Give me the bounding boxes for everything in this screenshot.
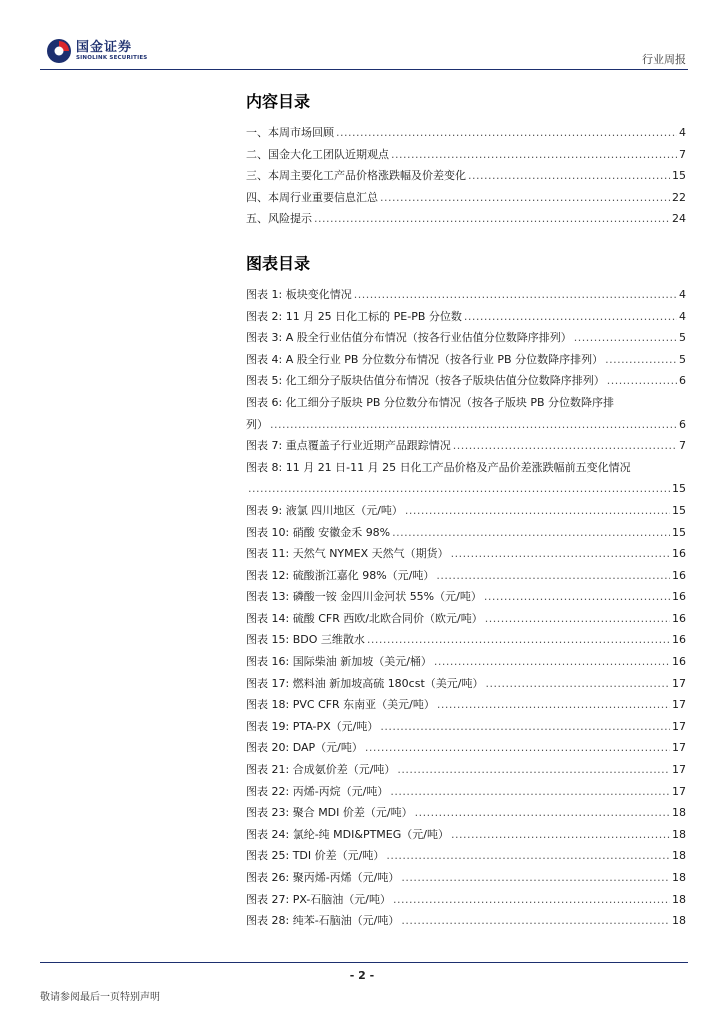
figures-title: 图表目录	[246, 253, 311, 273]
figures-entry-page: 16	[672, 547, 686, 561]
dot-leader	[453, 435, 677, 457]
figures-entry[interactable]	[246, 910, 686, 932]
figures-entry-title: 图表 5: 化工细分子版块估值分布情况（按各子版块估值分位数降序排列）	[246, 374, 605, 388]
dot-leader	[436, 565, 670, 587]
figures-entry-page: 17	[672, 719, 686, 733]
dot-leader	[248, 478, 670, 500]
figures-entry[interactable]	[246, 284, 686, 306]
figures-entry-title: 图表 21: 合成氨价差（元/吨）	[246, 763, 396, 777]
figures-entry-title: 图表 25: TDI 价差（元/吨）	[246, 849, 385, 863]
figures-entry-page: 17	[672, 698, 686, 712]
figures-entry[interactable]	[246, 435, 686, 457]
contents-entry[interactable]	[246, 144, 686, 166]
figures-entry-title: 图表 16: 国际柴油 新加坡（美元/桶）	[246, 655, 432, 669]
page-number: - 2 -	[349, 969, 375, 982]
figures-entry-title: 图表 24: 氯纶-纯 MDI&PTMEG（元/吨）	[246, 827, 449, 841]
figures-entry[interactable]	[246, 867, 686, 889]
table-of-contents	[246, 90, 686, 932]
dot-leader	[605, 349, 677, 371]
figures-entry-page: 15	[672, 482, 686, 496]
figures-entry[interactable]	[246, 349, 686, 371]
contents-entry-page: 15	[672, 169, 686, 183]
figures-entry-title: 图表 2: 11 月 25 日化工标的 PE-PB 分位数	[246, 309, 462, 323]
contents-entry-title: 三、本周主要化工产品价格涨跌幅及价差变化	[246, 169, 466, 183]
dot-leader	[401, 867, 670, 889]
figures-entry[interactable]	[246, 694, 686, 716]
contents-entry[interactable]	[246, 208, 686, 230]
figures-entry[interactable]	[246, 889, 686, 911]
dot-leader	[434, 651, 670, 673]
contents-entry[interactable]	[246, 122, 686, 144]
figures-entry-page: 16	[672, 633, 686, 647]
figures-entry-title: 图表 18: PVC CFR 东南亚（美元/吨）	[246, 698, 435, 712]
figures-entry-title: 图表 27: PX-石脑油（元/吨）	[246, 892, 391, 906]
figures-entry-title: 图表 28: 纯苯-石脑油（元/吨）	[246, 914, 400, 928]
page-header	[0, 0, 724, 72]
company-logo	[46, 38, 147, 64]
dot-leader	[451, 543, 670, 565]
figures-entry-title: 图表 19: PTA-PX（元/吨）	[246, 719, 379, 733]
contents-entry-page: 24	[672, 212, 686, 226]
figures-entry-title: 图表 7: 重点覆盖子行业近期产品跟踪情况	[246, 439, 451, 453]
figures-entry-title: 图表 12: 硫酸浙江嘉化 98%（元/吨）	[246, 568, 435, 582]
dot-leader	[415, 802, 670, 824]
contents-entry-title: 四、本周行业重要信息汇总	[246, 190, 378, 204]
figures-entry-title: 图表 26: 聚丙烯-丙烯（元/吨）	[246, 871, 400, 884]
figures-entry[interactable]	[246, 457, 686, 500]
figures-entry-title: 图表 14: 硫酸 CFR 西欧/北欧合同价（欧元/吨）	[246, 611, 483, 625]
figures-entry-title: 图表 15: BDO 三维散水	[246, 633, 365, 647]
figures-entry[interactable]	[246, 565, 686, 587]
figures-entry[interactable]	[246, 500, 686, 522]
figures-entry-page: 17	[672, 763, 686, 777]
figures-entry-page: 5	[679, 331, 686, 345]
contents-entry-title: 二、国金大化工团队近期观点	[246, 147, 389, 161]
figures-entry-page: 18	[672, 849, 686, 863]
figures-entry[interactable]	[246, 629, 686, 651]
figures-list	[246, 284, 686, 932]
figures-entry-title: 图表 20: DAP（元/吨）	[246, 741, 363, 755]
header-divider	[40, 69, 688, 70]
figures-entry[interactable]	[246, 737, 686, 759]
dot-leader	[437, 694, 670, 716]
dot-leader	[336, 122, 677, 144]
contents-entry-title: 一、本周市场回顾	[246, 126, 334, 139]
figures-entry-title: 图表 4: A 股全行业 PB 分位数分布情况（按各行业 PB 分位数降序排列）	[246, 352, 604, 366]
dot-leader	[367, 629, 670, 651]
contents-list	[246, 122, 686, 230]
figures-entry-page: 18	[672, 914, 686, 928]
dot-leader	[391, 144, 677, 166]
figures-entry-title: 图表 1: 板块变化情况	[246, 287, 352, 301]
figures-entry-title-line1: 图表 8: 11 月 21 日-11 月 25 日化工产品价格及产品价差涨跌幅前五变化情况	[246, 460, 631, 474]
dot-leader	[354, 284, 677, 306]
dot-leader	[451, 824, 670, 846]
dot-leader	[401, 910, 670, 932]
figures-entry-title: 图表 9: 液氯 四川地区（元/吨）	[246, 503, 403, 517]
figures-entry[interactable]	[246, 306, 686, 328]
dot-leader	[390, 781, 670, 803]
figures-entry-title: 图表 22: 丙烯-丙烷（元/吨）	[246, 784, 389, 798]
figures-entry-page: 16	[672, 611, 686, 625]
figures-entry[interactable]	[246, 392, 686, 435]
dot-leader	[380, 187, 670, 209]
dot-leader	[393, 889, 670, 911]
dot-leader	[484, 586, 670, 608]
contents-entry[interactable]	[246, 165, 686, 187]
figures-entry-title: 图表 10: 硝酸 安徽金禾 98%	[246, 525, 391, 539]
dot-leader	[405, 500, 670, 522]
figures-entry-page: 18	[672, 806, 686, 820]
figures-entry-page: 17	[672, 676, 686, 690]
logo-chinese-name: 国金证券	[76, 39, 133, 55]
figures-entry-page: 17	[672, 784, 686, 798]
figures-entry-page: 7	[679, 439, 686, 453]
contents-entry-page: 7	[679, 147, 686, 161]
figures-entry-page: 18	[672, 827, 686, 841]
figures-entry[interactable]	[246, 845, 686, 867]
figures-entry-page: 16	[672, 590, 686, 604]
figures-entry-title: 图表 3: A 股全行业估值分布情况（按各行业估值分位数降序排列）	[246, 331, 572, 345]
logo-english-name: SINOLINK SECURITIES	[76, 54, 148, 61]
figures-entry-page: 16	[672, 568, 686, 582]
figures-entry[interactable]	[246, 327, 686, 349]
figures-entry-page: 15	[672, 503, 686, 517]
figures-entry-title: 图表 11: 天然气 NYMEX 天然气（期货）	[246, 547, 449, 561]
dot-leader	[397, 759, 670, 781]
figures-entry-page: 4	[679, 287, 686, 301]
figures-entry[interactable]	[246, 543, 686, 565]
dot-leader	[270, 414, 677, 436]
logo-icon	[46, 38, 72, 64]
report-type-label: 行业周报	[642, 53, 686, 66]
figures-entry[interactable]	[246, 824, 686, 846]
contents-entry-page: 4	[679, 126, 686, 139]
figures-entry-page: 15	[672, 525, 686, 539]
dot-leader	[464, 306, 677, 328]
contents-entry-title: 五、风险提示	[246, 212, 312, 226]
figures-entry-title-line1: 图表 6: 化工细分子版块 PB 分位数分布情况（按各子版块 PB 分位数降序排	[246, 395, 615, 409]
dot-leader	[485, 608, 670, 630]
figures-entry-title: 图表 23: 聚合 MDI 价差（元/吨）	[246, 806, 413, 820]
figures-entry-page: 18	[672, 892, 686, 906]
figures-entry[interactable]	[246, 673, 686, 695]
figures-entry-title: 图表 17: 燃料油 新加坡高硫 180cst（美元/吨）	[246, 676, 484, 690]
figures-entry-page: 18	[672, 871, 686, 884]
figures-entry[interactable]	[246, 759, 686, 781]
dot-leader	[365, 737, 670, 759]
contents-entry-page: 22	[672, 190, 686, 204]
figures-entry-title: 图表 13: 磷酸一铵 金四川金河状 55%（元/吨）	[246, 590, 482, 604]
figures-entry-page: 5	[679, 352, 686, 366]
figures-entry-title: 列）	[246, 417, 268, 431]
disclaimer-text: 敬请参阅最后一页特别声明	[40, 992, 160, 1003]
dot-leader	[392, 522, 670, 544]
dot-leader	[468, 165, 670, 187]
figures-entry-page: 17	[672, 741, 686, 755]
dot-leader	[380, 716, 670, 738]
figures-entry[interactable]	[246, 651, 686, 673]
dot-leader	[386, 845, 670, 867]
figures-entry-page: 16	[672, 655, 686, 669]
figures-entry[interactable]	[246, 781, 686, 803]
contents-entry[interactable]	[246, 187, 686, 209]
dot-leader	[314, 208, 670, 230]
contents-title: 内容目录	[246, 92, 311, 111]
footer-divider	[40, 962, 688, 963]
figures-entry[interactable]	[246, 522, 686, 544]
figures-entry-page: 6	[679, 374, 686, 388]
dot-leader	[607, 370, 677, 392]
figures-entry[interactable]	[246, 370, 686, 392]
dot-leader	[574, 327, 677, 349]
figures-entry[interactable]	[246, 586, 686, 608]
figures-entry-page: 4	[679, 309, 686, 323]
dot-leader	[485, 673, 670, 695]
figures-entry[interactable]	[246, 802, 686, 824]
figures-entry-page: 6	[679, 417, 686, 431]
figures-entry[interactable]	[246, 608, 686, 630]
figures-entry[interactable]	[246, 716, 686, 738]
